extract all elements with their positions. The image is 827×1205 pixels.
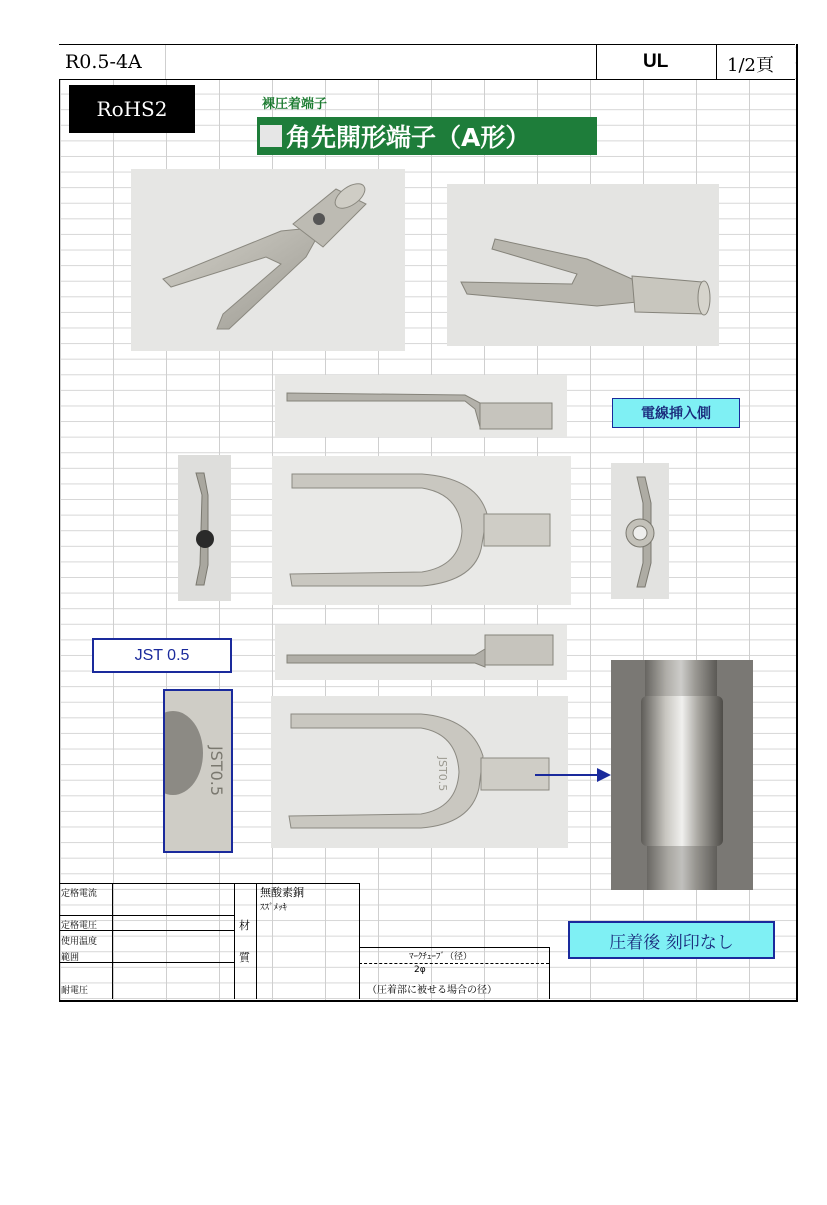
temperature-range-label: 使用温度 — [61, 937, 98, 947]
rated-current-label: 定格電流 — [61, 889, 98, 899]
category-label: 裸圧着端子 — [262, 97, 328, 112]
withstand-voltage-label: 耐電圧 — [61, 986, 89, 996]
photo-perspective-right — [447, 184, 719, 346]
photo-stamp-detail — [163, 689, 233, 853]
photo-end-view-right — [611, 463, 669, 599]
material-label: 材 — [239, 919, 250, 932]
plating-value: ｽｽﾞﾒｯｷ — [260, 903, 288, 913]
photo-side-top — [275, 375, 567, 437]
svg-text:JST0.5: JST0.5 — [207, 745, 226, 797]
photo-end-view-left — [178, 455, 231, 601]
photo-perspective-left — [131, 169, 405, 351]
photo-crimped-barrel — [611, 660, 753, 890]
model-code: R0.5-4A — [65, 51, 142, 73]
svg-text:JST0.5: JST0.5 — [436, 756, 449, 792]
temperature-range-label-2: 範囲 — [61, 953, 80, 963]
jst-mark-label: JST 0.5 — [92, 638, 232, 673]
mark-tube-note: （圧着部に被せる場合の径） — [367, 985, 497, 996]
photo-side-bottom — [275, 625, 567, 680]
page-number: 1/2頁 — [727, 55, 774, 76]
product-title — [257, 117, 597, 155]
photo-top-view — [272, 456, 571, 605]
material-label-2: 質 — [239, 951, 250, 964]
header-bar — [59, 44, 795, 80]
square-icon — [260, 125, 282, 147]
rohs-badge: RoHS2 — [69, 85, 195, 133]
right-arrow-icon — [535, 765, 611, 785]
material-value: 無酸素銅 — [260, 886, 304, 899]
product-title-text: 角先開形端子（A形） — [286, 123, 531, 152]
photo-stamped-top-view — [271, 696, 568, 848]
after-crimp-no-stamp-label: 圧着後 刻印なし — [568, 921, 775, 959]
mark-tube-label: ﾏｰｸﾁｭｰﾌﾞ（径） — [409, 952, 473, 962]
rated-voltage-label: 定格電圧 — [61, 921, 98, 931]
standard-mark: UL — [643, 51, 669, 72]
wire-insertion-side-label: 電線挿入側 — [612, 398, 740, 428]
spec-table — [59, 883, 549, 999]
mark-tube-value: 2φ — [414, 965, 426, 975]
